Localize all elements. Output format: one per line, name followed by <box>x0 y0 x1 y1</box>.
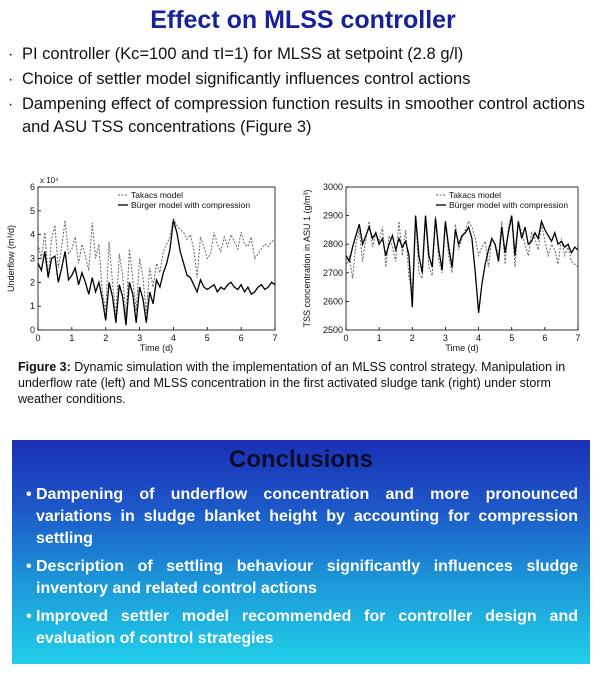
underflow-chart <box>0 170 290 355</box>
bullet-dot: · <box>8 96 14 113</box>
y-axis-label: TSS concentration in ASU 1 (g/m³) <box>302 189 312 328</box>
x-tick-label: 2 <box>409 333 415 343</box>
conclusions-panel <box>12 440 590 664</box>
x-tick-label: 0 <box>35 333 41 343</box>
bullet-item <box>8 43 598 66</box>
conclusions-list <box>26 484 578 656</box>
conclusion-item <box>26 556 578 600</box>
x-tick-label: 7 <box>272 333 278 343</box>
x-tick-label: 1 <box>69 333 75 343</box>
y-tick-label: 3 <box>29 253 35 264</box>
axis-exponent-label: x 10⁴ <box>40 176 59 185</box>
tss-chart <box>298 170 598 355</box>
x-tick-label: 3 <box>137 333 143 343</box>
x-tick-label: 6 <box>542 333 548 343</box>
conclusions-title: Conclusions <box>228 446 373 473</box>
conclusion-bullet: • <box>26 486 32 503</box>
page-title: Effect on MLSS controller <box>150 6 456 34</box>
legend-label: Takacs model <box>449 190 501 200</box>
caption-text: Dynamic simulation with the implementation of an MLSS control strategy. Manipulation in underflow rate (left) and MLSS concentration in the first activated sludge tank (right) under storm weather conditions. <box>18 360 566 406</box>
y-tick-label: 2 <box>29 277 35 288</box>
y-axis-label: Underflow (m³/d) <box>6 224 16 293</box>
x-axis-label: Time (d) <box>139 343 174 353</box>
y-tick-label: 6 <box>29 182 35 192</box>
y-tick-label: 5 <box>29 205 35 216</box>
conclusion-text: Description of settling behaviour significantly influences sludge inventory and related control actions <box>36 558 578 597</box>
x-tick-label: 6 <box>238 333 244 343</box>
x-tick-label: 3 <box>442 333 448 343</box>
y-tick-label: 2600 <box>322 296 343 307</box>
bullet-text: PI controller (Kc=100 and τI=1) for MLSS at setpoint (2.8 g/l) <box>22 45 464 63</box>
bullet-dot: · <box>8 71 14 88</box>
y-tick-label: 0 <box>29 325 35 335</box>
y-tick-label: 4 <box>29 229 35 240</box>
bullet-text: Dampening effect of compression function results in smoother control actions and ASU TSS concentrations (Figure 3) <box>22 95 585 136</box>
caption-label: Figure 3: <box>18 360 71 374</box>
x-tick-label: 2 <box>103 333 109 343</box>
conclusion-text: Improved settler model recommended for controller design and evaluation of control strategies <box>36 608 578 647</box>
x-tick-label: 0 <box>343 333 349 343</box>
conclusion-item <box>26 606 578 650</box>
legend-label: Bürger model with compression <box>131 200 251 210</box>
x-axis-label: Time (d) <box>445 343 479 353</box>
conclusion-item <box>26 484 578 550</box>
conclusion-bullet: • <box>26 608 32 625</box>
legend-label: Bürger model with compression <box>449 200 569 210</box>
y-tick-label: 2800 <box>322 239 343 250</box>
x-tick-label: 4 <box>476 333 482 343</box>
bullet-item <box>8 68 598 91</box>
bullet-item <box>8 93 598 139</box>
legend-label: Takacs model <box>131 190 183 200</box>
conclusion-bullet: • <box>26 558 32 575</box>
bullet-text: Choice of settler model significantly influences control actions <box>22 70 471 88</box>
y-tick-label: 2500 <box>322 325 343 335</box>
y-tick-label: 3000 <box>322 182 343 192</box>
x-tick-label: 1 <box>376 333 382 343</box>
conclusion-text: Dampening of underflow concentration and more pronounced variations in sludge blanket height by accounting for compression settling <box>36 486 578 547</box>
x-tick-label: 7 <box>575 333 581 343</box>
x-tick-label: 5 <box>509 333 515 343</box>
y-tick-label: 2700 <box>322 267 343 278</box>
y-tick-label: 2900 <box>322 210 343 221</box>
y-tick-label: 1 <box>29 301 35 312</box>
x-tick-label: 4 <box>170 333 176 343</box>
x-tick-label: 5 <box>204 333 210 343</box>
figure-caption <box>18 359 593 407</box>
bullet-dot: · <box>8 46 14 63</box>
bullet-list <box>8 43 598 141</box>
